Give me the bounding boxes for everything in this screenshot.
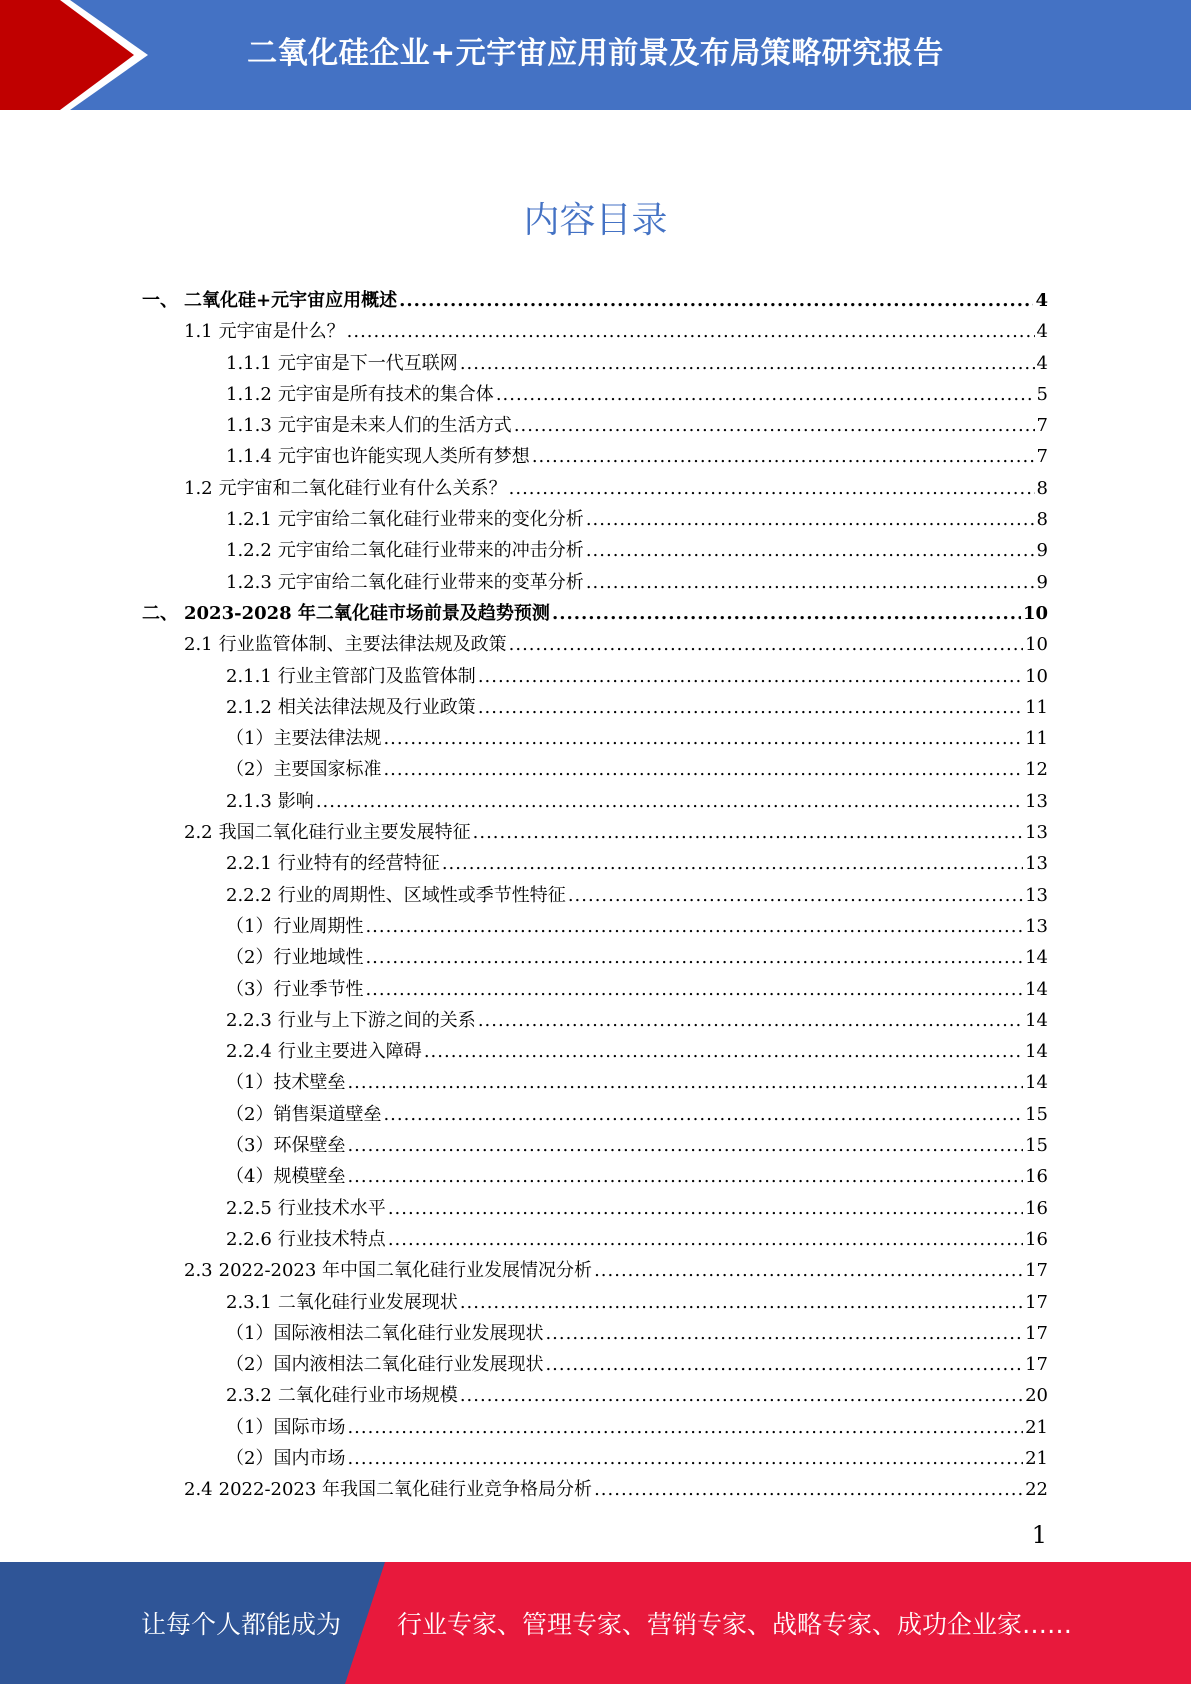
toc-entry-page: 21 — [1025, 1447, 1048, 1469]
toc-entry-number: 2.2 — [184, 822, 213, 844]
toc-entry-page: 4 — [1036, 321, 1048, 343]
toc-entry[interactable] — [142, 504, 1048, 535]
toc-entry-label: 行业主管部门及监管体制 — [277, 665, 476, 687]
toc-entry-page: 10 — [1025, 634, 1048, 656]
toc-entry-number: 2.1.2 — [226, 696, 272, 718]
toc-entry[interactable] — [142, 911, 1048, 942]
toc-entry-page: 10 — [1025, 665, 1048, 687]
toc-entry-label: （3）行业季节性 — [226, 978, 364, 1000]
toc-entry[interactable] — [142, 1161, 1048, 1192]
toc-entry-number: 2.1 — [184, 634, 213, 656]
toc-entry-page: 11 — [1025, 728, 1048, 750]
toc-leader-dots — [316, 786, 1023, 817]
toc-entry-label: （1）国际市场 — [226, 1416, 346, 1438]
toc-entry-number: 1.2 — [184, 477, 213, 499]
toc-entry-page: 7 — [1036, 446, 1048, 468]
toc-entry[interactable] — [142, 598, 1048, 629]
toc-entry-number: 2.2.3 — [226, 1009, 272, 1031]
toc-leader-dots — [347, 1067, 1023, 1098]
toc-entry-label: 行业技术水平 — [277, 1197, 386, 1219]
toc-leader-dots — [383, 723, 1023, 754]
toc-leader-dots — [365, 911, 1023, 942]
toc-leader-dots — [388, 1193, 1023, 1224]
toc-entry-label: 元宇宙是什么？ — [218, 321, 345, 343]
toc-entry-number: 2.1.1 — [226, 665, 272, 687]
toc-leader-dots — [586, 535, 1035, 566]
toc-entry-page: 16 — [1025, 1166, 1048, 1188]
toc-entry[interactable] — [142, 1067, 1048, 1098]
toc-entry-page: 4 — [1036, 352, 1048, 374]
toc-leader-dots — [586, 567, 1035, 598]
toc-entry-number: 1.1.1 — [226, 352, 272, 374]
toc-entry-page: 16 — [1025, 1197, 1048, 1219]
toc-entry[interactable] — [142, 1130, 1048, 1161]
toc-entry-label: 影响 — [277, 790, 314, 812]
toc-entry[interactable] — [142, 441, 1048, 472]
toc-entry[interactable] — [142, 410, 1048, 441]
toc-entry-label: （2）国内液相法二氧化硅行业发展现状 — [226, 1354, 544, 1376]
toc-entry[interactable] — [142, 754, 1048, 785]
toc-entry-label: 元宇宙给二氧化硅行业带来的变化分析 — [277, 509, 584, 531]
toc-entry-page: 10 — [1022, 602, 1048, 624]
toc-leader-dots — [347, 1161, 1023, 1192]
toc-entry[interactable] — [142, 629, 1048, 660]
toc-entry-number: 一、 — [142, 290, 178, 311]
toc-entry-number: 1.1.2 — [226, 383, 272, 405]
toc-leader-dots — [365, 974, 1023, 1005]
toc-entry[interactable] — [142, 974, 1048, 1005]
toc-leader-dots — [383, 754, 1023, 785]
toc-entry-number: 二、 — [142, 602, 178, 624]
toc-entry-number: 2.3.2 — [226, 1385, 272, 1407]
toc-entry[interactable] — [142, 848, 1048, 879]
toc-entry-number: 2.3 — [184, 1260, 213, 1282]
toc-entry[interactable] — [142, 1005, 1048, 1036]
toc-leader-dots — [388, 1224, 1023, 1255]
toc-leader-dots — [586, 504, 1035, 535]
toc-leader-dots — [478, 1005, 1023, 1036]
toc-entry[interactable] — [142, 379, 1048, 410]
toc-leader-dots — [365, 942, 1023, 973]
toc-entry-page: 14 — [1025, 1009, 1048, 1031]
toc-entry-page: 17 — [1025, 1322, 1048, 1344]
toc-entry-page: 21 — [1025, 1416, 1048, 1438]
toc-entry-page: 9 — [1036, 571, 1048, 593]
toc-entry-label: （3）环保壁垒 — [226, 1135, 346, 1157]
toc-entry-page: 16 — [1025, 1228, 1048, 1250]
toc-entry-label: 元宇宙是所有技术的集合体 — [277, 383, 494, 405]
toc-leader-dots — [473, 817, 1023, 848]
toc-entry-label: 元宇宙给二氧化硅行业带来的冲击分析 — [277, 540, 584, 562]
toc-entry-number: 2.4 — [184, 1479, 213, 1501]
toc-entry[interactable] — [142, 348, 1048, 379]
toc-entry-page: 13 — [1025, 822, 1048, 844]
toc-leader-dots — [460, 1287, 1023, 1318]
toc-entry-label: 二氧化硅行业发展现状 — [277, 1291, 458, 1313]
toc-leader-dots — [496, 379, 1035, 410]
toc-entry-page: 15 — [1025, 1103, 1048, 1125]
table-of-contents — [142, 285, 1048, 1506]
toc-leader-dots — [594, 1474, 1023, 1505]
toc-entry-label: 元宇宙和二氧化硅行业有什么关系？ — [218, 477, 507, 499]
toc-leader-dots — [568, 880, 1023, 911]
toc-leader-dots — [545, 1349, 1023, 1380]
toc-entry-number: 2.2.5 — [226, 1197, 272, 1219]
toc-entry-label: 元宇宙是下一代互联网 — [277, 352, 458, 374]
toc-entry-page: 17 — [1025, 1291, 1048, 1313]
toc-leader-dots — [509, 629, 1023, 660]
toc-entry-label: 二氧化硅行业市场规模 — [277, 1385, 458, 1407]
toc-entry-number: 1.2.3 — [226, 571, 272, 593]
toc-entry-label: （4）规模壁垒 — [226, 1166, 346, 1188]
toc-entry-label: 2023-2028 年二氧化硅市场前景及趋势预测 — [184, 602, 550, 624]
toc-leader-dots — [424, 1036, 1023, 1067]
toc-leader-dots — [399, 285, 1033, 316]
toc-entry-label: 行业的周期性、区域性或季节性特征 — [277, 884, 566, 906]
toc-entry-label: （1）行业周期性 — [226, 915, 364, 937]
toc-entry-page: 8 — [1036, 509, 1048, 531]
toc-entry-page: 8 — [1036, 477, 1048, 499]
toc-entry[interactable] — [142, 535, 1048, 566]
footer-band — [0, 1562, 1191, 1684]
toc-entry[interactable] — [142, 285, 1048, 316]
toc-entry[interactable] — [142, 661, 1048, 692]
toc-entry[interactable] — [142, 1474, 1048, 1505]
page-number: 1 — [1031, 1521, 1047, 1549]
toc-leader-dots — [594, 1255, 1023, 1286]
toc-entry-page: 4 — [1035, 290, 1048, 311]
toc-leader-dots — [347, 1443, 1023, 1474]
header-band — [0, 0, 1191, 110]
toc-entry-page: 14 — [1025, 1041, 1048, 1063]
toc-entry[interactable] — [142, 1287, 1048, 1318]
toc-entry-page: 17 — [1025, 1260, 1048, 1282]
toc-entry[interactable] — [142, 786, 1048, 817]
toc-entry-page: 13 — [1025, 790, 1048, 812]
toc-leader-dots — [383, 1099, 1023, 1130]
toc-entry-page: 15 — [1025, 1135, 1048, 1157]
toc-entry-number: 2.2.4 — [226, 1041, 272, 1063]
toc-entry[interactable] — [142, 880, 1048, 911]
toc-entry[interactable] — [142, 473, 1048, 504]
toc-leader-dots — [532, 441, 1035, 472]
toc-entry-label: （1）技术壁垒 — [226, 1072, 346, 1094]
toc-entry-label: 我国二氧化硅行业主要发展特征 — [218, 822, 471, 844]
toc-entry[interactable] — [142, 1349, 1048, 1380]
toc-entry-label: 2022-2023 年中国二氧化硅行业发展情况分析 — [218, 1260, 593, 1282]
toc-entry-label: （2）销售渠道壁垒 — [226, 1103, 382, 1125]
toc-entry-page: 13 — [1025, 884, 1048, 906]
toc-entry[interactable] — [142, 1036, 1048, 1067]
toc-entry-number: 1.2.2 — [226, 540, 272, 562]
toc-entry-label: 行业主要进入障碍 — [277, 1041, 422, 1063]
toc-leader-dots — [347, 1412, 1023, 1443]
toc-leader-dots — [347, 316, 1035, 347]
toc-entry-number: 2.2.2 — [226, 884, 272, 906]
toc-entry-page: 13 — [1025, 853, 1048, 875]
toc-entry[interactable] — [142, 1224, 1048, 1255]
toc-leader-dots — [552, 598, 1021, 629]
toc-entry-label: 行业与上下游之间的关系 — [277, 1009, 476, 1031]
toc-entry[interactable] — [142, 817, 1048, 848]
toc-entry-label: （2）行业地域性 — [226, 947, 364, 969]
toc-entry-page: 12 — [1025, 759, 1048, 781]
toc-leader-dots — [460, 1380, 1023, 1411]
toc-entry-label: （1）主要法律法规 — [226, 728, 382, 750]
toc-entry-number: 1.1.3 — [226, 415, 272, 437]
toc-leader-dots — [514, 410, 1035, 441]
toc-entry-label: 二氧化硅+元宇宙应用概述 — [184, 290, 398, 311]
footer-slogan-left: 让每个人都能成为 — [141, 1610, 342, 1639]
toc-entry[interactable] — [142, 1099, 1048, 1130]
toc-leader-dots — [460, 348, 1035, 379]
toc-entry-page: 14 — [1025, 978, 1048, 1000]
toc-entry-label: （1）国际液相法二氧化硅行业发展现状 — [226, 1322, 544, 1344]
toc-entry-number: 1.1 — [184, 321, 213, 343]
toc-entry-page: 5 — [1036, 383, 1048, 405]
toc-entry-label: 行业技术特点 — [277, 1228, 386, 1250]
toc-entry-number: 1.1.4 — [226, 446, 272, 468]
toc-entry-number: 2.3.1 — [226, 1291, 272, 1313]
toc-leader-dots — [509, 473, 1035, 504]
toc-entry-label: 行业特有的经营特征 — [277, 853, 440, 875]
toc-leader-dots — [478, 661, 1023, 692]
toc-entry-page: 14 — [1025, 947, 1048, 969]
toc-entry-page: 20 — [1025, 1385, 1048, 1407]
toc-entry-label: 元宇宙给二氧化硅行业带来的变革分析 — [277, 571, 584, 593]
toc-entry[interactable] — [142, 1443, 1048, 1474]
toc-leader-dots — [347, 1130, 1023, 1161]
toc-entry[interactable] — [142, 1193, 1048, 1224]
toc-entry-page: 11 — [1025, 696, 1048, 718]
toc-entry-label: 行业监管体制、主要法律法规及政策 — [218, 634, 507, 656]
toc-entry[interactable] — [142, 1318, 1048, 1349]
toc-leader-dots — [442, 848, 1023, 879]
toc-entry-page: 9 — [1036, 540, 1048, 562]
toc-entry[interactable] — [142, 723, 1048, 754]
toc-leader-dots — [478, 692, 1023, 723]
toc-entry-page: 14 — [1025, 1072, 1048, 1094]
report-title: 二氧化硅企业+元宇宙应用前景及布局策略研究报告 — [247, 36, 944, 71]
toc-entry[interactable] — [142, 1380, 1048, 1411]
toc-entry-label: （2）主要国家标准 — [226, 759, 382, 781]
toc-entry[interactable] — [142, 942, 1048, 973]
toc-entry-label: 元宇宙是未来人们的生活方式 — [277, 415, 512, 437]
toc-heading: 内容目录 — [523, 200, 668, 241]
toc-entry-page: 17 — [1025, 1354, 1048, 1376]
toc-entry-number: 2.2.6 — [226, 1228, 272, 1250]
footer-slogan-right: 行业专家、管理专家、营销专家、战略专家、成功企业家…… — [397, 1610, 1073, 1639]
toc-entry-label: 相关法律法规及行业政策 — [277, 696, 476, 718]
toc-entry-number: 2.1.3 — [226, 790, 272, 812]
toc-entry[interactable] — [142, 1412, 1048, 1443]
toc-entry-number: 1.2.1 — [226, 509, 272, 531]
toc-leader-dots — [545, 1318, 1023, 1349]
toc-entry[interactable] — [142, 567, 1048, 598]
toc-entry-label: 元宇宙也许能实现人类所有梦想 — [277, 446, 530, 468]
toc-entry-page: 13 — [1025, 915, 1048, 937]
toc-entry-page: 22 — [1025, 1479, 1048, 1501]
toc-entry-number: 2.2.1 — [226, 853, 272, 875]
toc-entry-label: 2022-2023 年我国二氧化硅行业竞争格局分析 — [218, 1479, 593, 1501]
toc-entry[interactable] — [142, 692, 1048, 723]
toc-entry-label: （2）国内市场 — [226, 1447, 346, 1469]
toc-entry-page: 7 — [1036, 415, 1048, 437]
toc-entry[interactable] — [142, 316, 1048, 347]
toc-entry[interactable] — [142, 1255, 1048, 1286]
